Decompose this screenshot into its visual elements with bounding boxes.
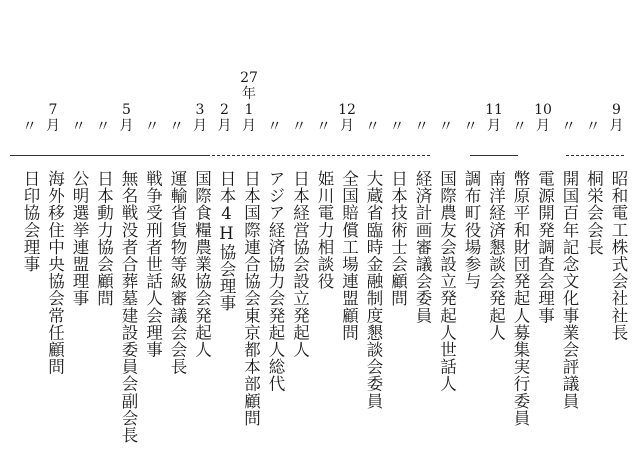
entry-column <box>212 0 237 476</box>
entry-date <box>41 24 66 134</box>
ditto-mark: 〃 <box>266 117 280 135</box>
entry-date <box>90 24 115 134</box>
date-part: 1 <box>244 102 254 118</box>
entry-role: 日本国際連合協会東京都本部顧問 <box>241 170 261 427</box>
rule-left <box>10 155 210 156</box>
ditto-mark: 〃 <box>364 117 378 135</box>
ditto-mark: 〃 <box>291 117 305 135</box>
entry-role: 日本4H協会理事 <box>217 170 236 312</box>
date-part: 10 <box>534 102 552 118</box>
entry-date <box>408 24 433 134</box>
entry-date <box>482 24 507 134</box>
ditto-mark: 〃 <box>438 117 452 135</box>
date-part: 3 <box>195 102 205 118</box>
entry-column <box>506 0 531 476</box>
entry-role: 日本動力協会顧問 <box>94 170 114 307</box>
entry-column <box>531 0 556 476</box>
entry-date <box>286 24 311 134</box>
entry-column <box>457 0 482 476</box>
entry-column <box>286 0 311 476</box>
rule-left-dashed <box>212 155 430 156</box>
entry-date <box>580 24 605 134</box>
date-part: 27 <box>240 70 258 86</box>
entry-column <box>90 0 115 476</box>
ditto-mark: 〃 <box>21 117 35 135</box>
entry-role: 公明選挙連盟理事 <box>70 170 89 307</box>
entry-column <box>335 0 360 476</box>
entry-column <box>139 0 164 476</box>
entry-date <box>163 24 188 134</box>
ditto-mark: 〃 <box>168 117 182 135</box>
date-part: 月 <box>217 118 232 134</box>
entry-date <box>359 24 384 134</box>
entry-role: 全国賠償工場連盟顧問 <box>339 170 359 341</box>
entry-column <box>310 0 335 476</box>
entry-role: 日本技術士会顧問 <box>388 170 408 307</box>
date-part: 年 <box>242 86 256 102</box>
date-part: 9 <box>612 102 621 118</box>
ditto-mark: 〃 <box>144 117 158 135</box>
date-part: 月 <box>340 118 354 134</box>
ditto-mark: 〃 <box>511 117 525 135</box>
entry-role: 海外移住中央協会常任顧問 <box>45 170 65 376</box>
entry-role: 運輸省貨物等級審議会会長 <box>168 170 187 376</box>
entry-role: 開国百年記念文化事業会評議員 <box>560 170 579 410</box>
entry-role: 電源開発調査会理事 <box>535 170 555 324</box>
ditto-mark: 〃 <box>95 117 109 135</box>
entry-date <box>261 24 286 134</box>
entry-column <box>433 0 458 476</box>
entry-date <box>335 24 360 134</box>
entry-role: 南洋経済懇談会発起人 <box>486 170 506 341</box>
ditto-mark: 〃 <box>315 117 329 135</box>
entry-date <box>506 24 531 134</box>
entry-role: 幣原平和財団発起人募集実行委員 <box>511 170 530 427</box>
entry-role: 国際農友会設立発起人世話人 <box>437 170 457 393</box>
ditto-mark: 〃 <box>462 117 476 135</box>
entry-column <box>408 0 433 476</box>
date-part: 月 <box>487 118 501 134</box>
entry-date <box>114 24 139 134</box>
entry-date <box>188 24 213 134</box>
ditto-mark: 〃 <box>389 117 403 135</box>
entry-role: 桐栄会会長 <box>584 170 604 256</box>
entry-column <box>482 0 507 476</box>
entry-role: 戦争受刑者世話人会理事 <box>143 170 163 359</box>
date-part: 7 <box>48 102 58 118</box>
entry-column <box>41 0 66 476</box>
entry-date <box>457 24 482 134</box>
date-part: 11 <box>485 102 503 118</box>
entry-column <box>384 0 409 476</box>
date-part: 月 <box>193 118 207 134</box>
entry-role: 調布町役場参与 <box>462 170 481 290</box>
rule-mid <box>470 155 518 156</box>
rule-right <box>566 155 624 156</box>
entry-column <box>555 0 580 476</box>
entry-date <box>310 24 335 134</box>
entry-column <box>237 0 262 476</box>
ditto-mark: 〃 <box>70 117 84 135</box>
entry-column <box>16 0 41 476</box>
entry-date <box>433 24 458 134</box>
entry-column <box>261 0 286 476</box>
date-part: 月 <box>242 118 256 134</box>
entry-date <box>65 24 90 134</box>
date-part: 12 <box>338 102 356 118</box>
entry-column <box>163 0 188 476</box>
entry-role: アジア経済協力会発起人総代 <box>266 170 285 393</box>
entry-role: 日印協会理事 <box>21 170 40 273</box>
date-part: 2 <box>220 102 229 118</box>
ditto-mark: 〃 <box>560 117 574 135</box>
entry-date <box>384 24 409 134</box>
entry-role: 大蔵省臨時金融制度懇談会委員 <box>364 170 383 410</box>
ditto-mark: 〃 <box>413 117 427 135</box>
entry-role: 日本経営協会設立発起人 <box>290 170 310 359</box>
date-part: 5 <box>122 102 131 118</box>
entry-date <box>16 24 41 134</box>
entry-date <box>531 24 556 134</box>
entry-role: 昭和電工株式会社社長 <box>609 170 628 341</box>
entry-column <box>114 0 139 476</box>
entry-column <box>580 0 605 476</box>
entry-column <box>188 0 213 476</box>
date-part: 月 <box>536 118 550 134</box>
date-part: 月 <box>609 118 624 134</box>
entry-role: 国際食糧農業協会発起人 <box>192 170 212 359</box>
entry-date <box>139 24 164 134</box>
entry-column <box>604 0 629 476</box>
entry-column <box>65 0 90 476</box>
date-part: 月 <box>46 118 60 134</box>
entry-role: 姫川電力相談役 <box>315 170 334 290</box>
entry-column <box>359 0 384 476</box>
entry-role: 無名戦没者合葬墓建設委員会副会長 <box>119 170 138 444</box>
date-part: 月 <box>119 118 134 134</box>
entry-date <box>555 24 580 134</box>
entry-date <box>212 24 237 134</box>
ditto-mark: 〃 <box>585 117 599 135</box>
entry-date <box>604 24 629 134</box>
entry-role: 経済計画審議会委員 <box>413 170 432 324</box>
entry-date <box>237 24 262 134</box>
